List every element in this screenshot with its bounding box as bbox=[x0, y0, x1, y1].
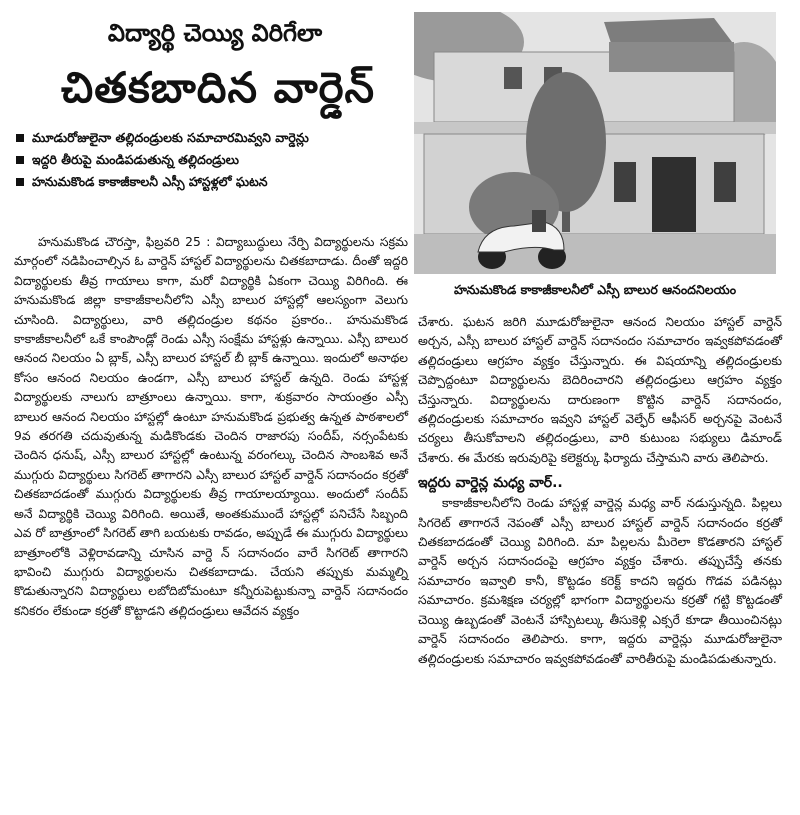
article-paragraph: చేశారు. ఘటన జరిగి మూడురోజులైనా ఆనంద నిలయం హాస్టల్ వార్డెన్ అర్చన, ఎస్సీ బాలుర హాస్టల్ వార్డెన్ సదానందం సమాచారం ఇవ్వకపోవడంతో తల్లిదండ్రులు ఆగ్రహం వ్యక్తం చేస్తున్నారు. ఈ విషయాన్ని తల్లిదండ్రులకు చెప్పొద్దంటూ విద్యార్థులను బెదిరించారని తల్లిదండ్రులు ఆగ్రహం వ్యక్తం చేస్తున్నారు. విద్యార్థులను దారుణంగా కొట్టిన వార్డెన్ సదానందం, తల్లిదండ్రులకు సమాచారం ఇవ్వని హాస్టల్ వెల్ఫేర్ ఆఫీసర్ అర్చనపై వెంటనే చర్యలు తీసుకోవాలని తల్లిదండ్రులు, వారి కుటుంబ సభ్యులు డిమాండ్ చేశారు. ఈ మేరకు ఇరువురిపై కలెక్టర్కు ఫిర్యాదు చేస్తామని వారు తెలిపారు. bbox=[418, 315, 782, 465]
hostel-photo bbox=[414, 12, 776, 274]
highlight-item: మూడురోజులైనా తల్లిదండ్రులకు సమాచారమివ్వని వార్డెన్లు bbox=[14, 128, 410, 148]
article-column-right bbox=[418, 313, 782, 669]
photo-caption: హనుమకొండ కాకాజీకాలనీలో ఎస్సీ బాలుర ఆనందనిలయం bbox=[453, 282, 737, 297]
article-subheading: ఇద్దరు వార్డెన్ల మధ్య వార్.. bbox=[418, 475, 563, 492]
highlight-list bbox=[14, 128, 410, 194]
article-paragraph: హనుమకొండ చౌరస్తా, ఫిబ్రవరి 25 : విద్యాబుద్ధులు నేర్పి విద్యార్థులను సక్రమ మార్గంలో నడిపించాల్సిన ఓ వార్డెన్ హాస్టల్ విద్యార్థులను చితకబాదాడు. దీంతో ఇద్దరి విద్యార్థులకు తీవ్ర గాయాలు కాగా, మరో విద్యార్థికి ఏకంగా చెయ్యి విరిగింది. ఈ హనుమకొండ జిల్లా కాకాజీకాలనీలోని ఎస్సీ బాలుర హాస్టల్లో ఆలస్యంగా వెలుగు చూసింది. విద్యార్థులు, వారి తల్లిదండ్రుల కథనం ప్రకారం.. హనుమకొండ కాకాజీకాలనీలో ఒకే కాంపౌండ్లో రెండు ఎస్సీ సంక్షేమ హాస్టళ్లు ఉన్నాయి. ఎస్సీ బాలుర ఆనంద నిలయం ఏ బ్లాక్, ఎస్సీ బాలుర హాస్టల్ బీ బ్లాక్ ఉన్నాయి. ఇందులో అనాథల కోసం ఆనంద నిలయం ఉండగా, ఎస్సీ బాలుర హాస్టల్ ఉన్నది. రెండు హాస్టళ్ల విద్యార్థులకు నాలుగు బాత్రూంలు ఉన్నాయి. కాగా, శుక్రవారం సాయంత్రం ఎస్సీ బాలుర ఆనంద నిలయం హాస్టల్లో ఉంటూ హనుమకొండ ప్రభుత్వ ఉన్నత పాఠశాలలో 9వ తరగతి చదువుతున్న మడికొండకు చెందిన రాజారపు సందీప్, నర్సంపేటకు చెందిన ధనుష్, ఎస్సీ బాలుర హాస్టల్లో ఉంటున్న వరంగల్కు చెందిన సాంబశివ అనే ముగ్గురు విద్యార్థులు సిగరెట్ తాగారని ఎస్సీ బాలుర హాస్టల్ వార్డెన్ సదానందం కర్రతో చితకబాదడంతో ముగ్గురు విద్యార్థులకు తీవ్ర గాయాలయ్యాయి. అందులో సందీప్ అనే విద్యార్థికి చెయ్యి విరిగింది. అయితే, అంతకుముందే హాస్టల్లో పనిచేసే సిబ్బంది ఎవ రో బాత్రూంలో సిగరెట్ తాగి బయటకు రావడం, అప్పుడే ఈ ముగ్గురు విద్యార్థులు బాత్రూంలోకి వెళ్లిరావడాన్ని చూసిన వార్డె న్ సదానందం వారే సిగరెట్ తాగారని భావించి ముగ్గురు విద్యార్థులను చితకబాదాడు. చేయని తప్పుకు మమ్మల్ని కొడుతున్నారని విద్యార్థులు లబోదిబోమంటూ కన్నీరుపెట్టుకున్నా వార్డెన్ సదానందం కనికరం లేకుండా కర్రతో కొట్టాడని తల్లిదండ్రులు ఆవేదన వ్యక్తం bbox=[14, 235, 408, 618]
article-paragraph: కాకాజీకాలనీలోని రెండు హాస్టళ్ల వార్డెన్ల మధ్య వార్ నడుస్తున్నది. పిల్లలు సిగరెట్ తాగారనే నెపంతో ఎస్సీ బాలుర హాస్టల్ వార్డెన్ సదానందం కర్రతో చితకబాదడంతో చెయ్యి విరిగింది. మా పిల్లలను మీరెలా కొడతారని హాస్టల్ వార్డెన్ అర్చన సదానందంపై ఆగ్రహం వ్యక్తం చేశారు. తప్పుచేస్తే తనకు సమాచారం ఇవ్వాలి కానీ, కొట్టడం కరెక్ట్ కాదని ఇద్దరు గొడవ పడినట్లు సమాచారం. క్రమశిక్షణ చర్యల్లో భాగంగా విద్యార్థులను కర్రతో గట్టి కొట్టడంతో చెయ్యి ఉబ్బడంతో వెంటనే హాస్పిటల్కు తీసుకెళ్లి ఎక్సరే కూడా తీయించినట్లు వార్డెన్ సదానందం తెలిపారు. కాగా, ఇద్దరు వార్డెన్లు మూడురోజులైనా తల్లిదండ్రులకు సమాచారం ఇవ్వకపోవడంతో వారితీరుపై మండిపడుతున్నారు. bbox=[418, 496, 782, 666]
article-column-left bbox=[14, 233, 408, 621]
headline: చితకబాదిన వార్డెన్ bbox=[61, 63, 375, 112]
headline-kicker: విద్యార్థి చెయ్యి విరిగేలా bbox=[107, 19, 323, 47]
highlight-item: హనుమకొండ కాకాజీకాలనీ ఎస్సీ హాస్టళ్లలో ఘటన bbox=[14, 172, 410, 192]
highlight-item: ఇద్దరి తీరుపై మండిపడుతున్న తల్లిదండ్రులు bbox=[14, 150, 410, 170]
